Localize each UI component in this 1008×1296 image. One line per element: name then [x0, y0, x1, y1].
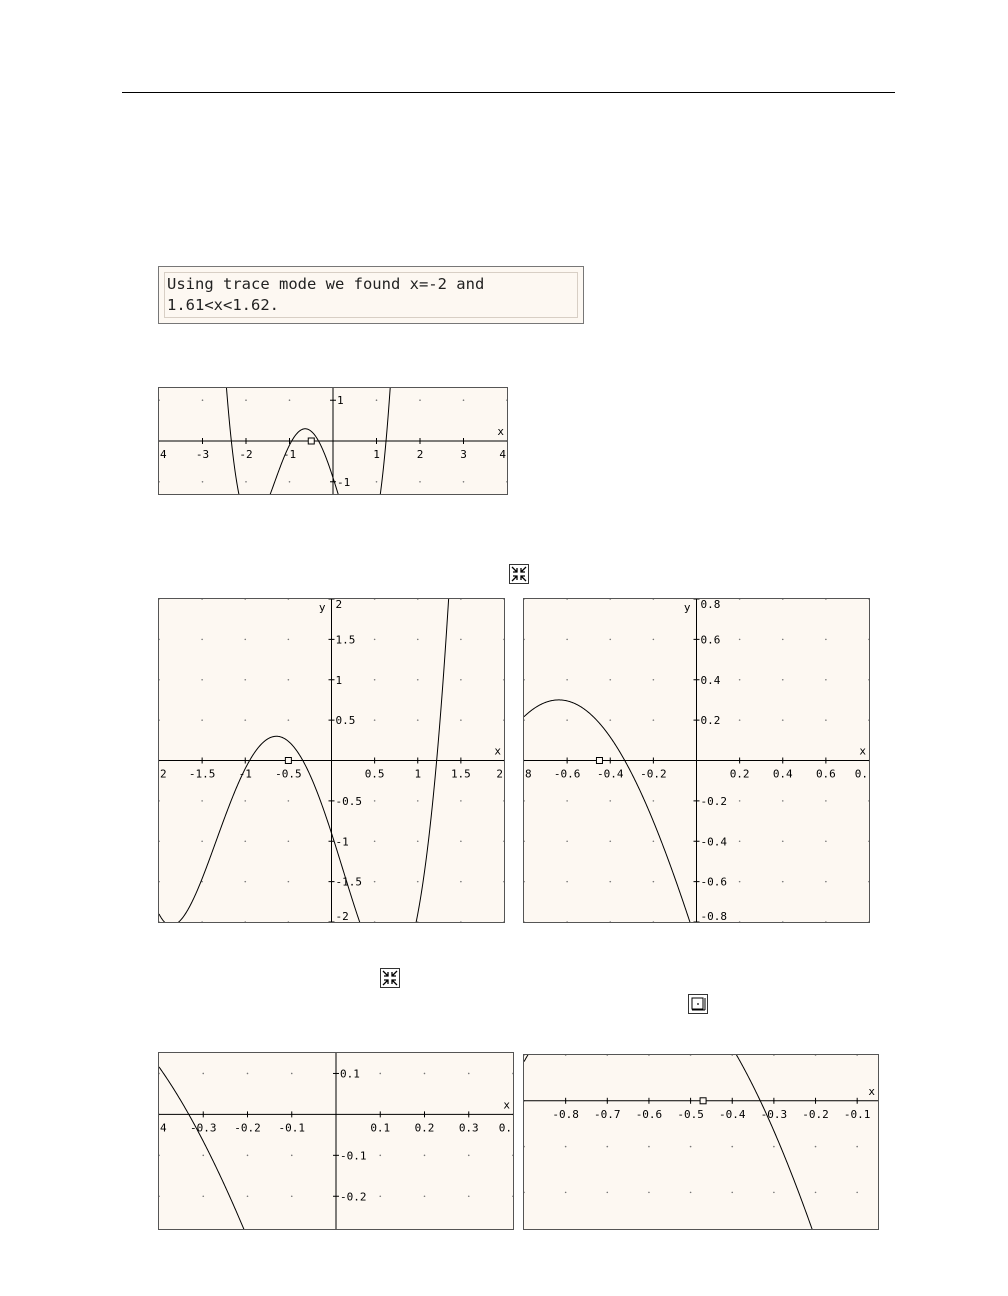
grid-dot: [566, 639, 568, 641]
grid-dot: [606, 1055, 608, 1056]
x-tick-label: -0.5: [677, 1107, 704, 1121]
grid-dot: [503, 881, 504, 883]
grid-dot: [609, 599, 611, 600]
y-tick-label: -0.1: [340, 1149, 367, 1163]
grid-dot: [690, 1055, 692, 1056]
grid-dot: [417, 599, 419, 600]
grid-dot: [159, 599, 160, 600]
grid-dot: [653, 679, 655, 681]
x-edge-label-left: 2: [160, 767, 167, 781]
grid-dot: [202, 1155, 204, 1157]
grid-dot: [506, 399, 507, 401]
grid-dot: [201, 599, 203, 600]
grid-dot: [609, 719, 611, 721]
y-tick-label: -0.2: [700, 794, 727, 808]
grid-dot: [825, 679, 827, 681]
grid-dot: [565, 1192, 567, 1194]
grid-dot: [856, 1055, 858, 1056]
grid-dot: [376, 399, 378, 401]
grid-dot: [288, 921, 290, 922]
grid-dot: [739, 679, 741, 681]
grid-dot: [524, 679, 525, 681]
grid-dot: [374, 599, 376, 600]
grid-dot: [815, 1146, 817, 1148]
x-tick-label: 0.4: [772, 767, 793, 781]
grid-dot: [244, 639, 246, 641]
grid-dot: [782, 639, 784, 641]
x-tick-label: -0.1: [278, 1121, 305, 1135]
grid-dot: [201, 639, 203, 641]
chart-svg: [159, 1053, 513, 1229]
grid-dot: [868, 800, 869, 802]
grid-dot: [825, 840, 827, 842]
grid-dot: [376, 481, 378, 483]
grid-dot: [609, 921, 611, 922]
grid-dot: [782, 719, 784, 721]
x-axis-label: x: [503, 1098, 510, 1112]
grid-dot: [460, 599, 462, 600]
grid-dot: [566, 719, 568, 721]
plot-zoom-04: [158, 1052, 514, 1230]
grid-dot: [566, 881, 568, 883]
x-tick-label: -1: [282, 448, 297, 461]
grid-dot: [424, 1073, 426, 1075]
grid-dot: [288, 599, 290, 600]
grid-dot: [288, 800, 290, 802]
grid-dot: [773, 1146, 775, 1148]
x-tick-label: -2: [239, 448, 253, 461]
grid-dot: [244, 599, 246, 600]
grid-dot: [419, 399, 421, 401]
x-tick-label: -0.2: [802, 1107, 829, 1121]
grid-dot: [159, 800, 160, 802]
zoom-in-icon[interactable]: [380, 968, 400, 988]
grid-dot: [566, 840, 568, 842]
grid-dot: [503, 800, 504, 802]
grid-dot: [201, 719, 203, 721]
y-tick-label: -0.2: [340, 1190, 367, 1204]
x-tick-label: 0.3: [458, 1121, 479, 1135]
grid-dot: [247, 1073, 249, 1075]
grid-dot: [856, 1192, 858, 1194]
y-tick-label: 0.8: [700, 599, 721, 611]
trace-note-text: Using trace mode we found x=-2 and 1.61<x<1.62.: [167, 275, 485, 314]
y-tick-label: 0.5: [335, 714, 356, 728]
grid-dot: [460, 881, 462, 883]
grid-dot: [374, 719, 376, 721]
grid-dot: [648, 1146, 650, 1148]
grid-dot: [512, 1073, 513, 1075]
y-tick-label: -0.6: [700, 875, 727, 889]
chart-svg: [524, 1055, 878, 1229]
grid-dot: [159, 840, 160, 842]
grid-dot: [247, 1195, 249, 1197]
grid-dot: [653, 921, 655, 922]
y-tick-label: -1: [335, 835, 349, 849]
trace-cursor[interactable]: [308, 438, 314, 444]
x-edge-label-right: 0.: [854, 767, 868, 781]
grid-dot: [417, 921, 419, 922]
plot-zoom-near-root: [523, 1054, 879, 1230]
grid-dot: [201, 800, 203, 802]
grid-dot: [460, 800, 462, 802]
grid-dot: [739, 639, 741, 641]
y-tick-label: 1: [337, 394, 344, 408]
grid-dot: [825, 881, 827, 883]
x-tick-label: -0.2: [234, 1121, 261, 1135]
grid-dot: [868, 679, 869, 681]
grid-dot: [159, 719, 160, 721]
grid-dot: [868, 599, 869, 600]
grid-dot: [609, 639, 611, 641]
grid-dot: [825, 921, 827, 922]
grid-dot: [773, 1192, 775, 1194]
y-tick-label: 0.6: [700, 633, 721, 647]
grid-dot: [524, 1055, 525, 1056]
grid-dot: [512, 1155, 513, 1157]
x-tick-label: -0.6: [635, 1107, 663, 1121]
grid-dot: [739, 800, 741, 802]
grid-dot: [609, 840, 611, 842]
x-tick-label: 3: [460, 448, 467, 461]
x-tick-label: -1.5: [188, 767, 216, 781]
grid-dot: [524, 1192, 525, 1194]
x-tick-label: -1: [238, 767, 252, 781]
grid-dot: [460, 639, 462, 641]
grid-dot: [503, 921, 504, 922]
trace-cursor[interactable]: [700, 1098, 706, 1104]
x-tick-label: -0.1: [843, 1107, 871, 1121]
grid-dot: [159, 921, 160, 922]
grid-dot: [503, 679, 504, 681]
x-tick-label: -0.2: [640, 767, 667, 781]
grid-dot: [417, 639, 419, 641]
grid-dot: [159, 639, 160, 641]
grid-dot: [773, 1055, 775, 1056]
grid-dot: [244, 840, 246, 842]
grid-dot: [606, 1192, 608, 1194]
grid-dot: [524, 1146, 525, 1148]
grid-dot: [288, 719, 290, 721]
grid-dot: [202, 1073, 204, 1075]
chart-svg: [159, 388, 507, 494]
grid-dot: [506, 481, 507, 483]
x-tick-label: -0.6: [553, 767, 581, 781]
grid-dot: [782, 881, 784, 883]
function-curve: [159, 1067, 255, 1229]
grid-dot: [288, 639, 290, 641]
grid-dot: [374, 840, 376, 842]
grid-dot: [653, 800, 655, 802]
x-edge-label-right: 4: [499, 448, 506, 461]
zoom-box-icon[interactable]: [688, 994, 708, 1014]
grid-dot: [739, 599, 741, 600]
grid-dot: [379, 1073, 381, 1075]
y-tick-label: 1: [335, 673, 343, 687]
x-tick-label: 2: [416, 448, 424, 461]
chart-svg: [524, 599, 869, 922]
y-tick-label: 0.2: [700, 714, 721, 728]
grid-dot: [653, 881, 655, 883]
grid-dot: [524, 599, 525, 600]
x-edge-label-right: 2: [496, 767, 503, 781]
y-tick-label: -0.5: [335, 794, 362, 808]
y-tick-label: 2: [335, 599, 343, 611]
grid-dot: [201, 921, 203, 922]
grid-dot: [782, 679, 784, 681]
grid-dot: [868, 719, 869, 721]
grid-dot: [374, 639, 376, 641]
trace-cursor[interactable]: [596, 758, 602, 764]
grid-dot: [417, 840, 419, 842]
x-tick-label: -0.5: [275, 767, 302, 781]
grid-dot: [202, 1195, 204, 1197]
x-tick-label: -0.8: [552, 1107, 579, 1121]
grid-dot: [653, 599, 655, 600]
x-edge-label-left: 8: [525, 767, 532, 781]
grid-dot: [648, 1192, 650, 1194]
grid-dot: [512, 1195, 513, 1197]
grid-dot: [460, 679, 462, 681]
grid-dot: [468, 1155, 470, 1157]
grid-dot: [460, 840, 462, 842]
grid-dot: [782, 840, 784, 842]
grid-dot: [424, 1155, 426, 1157]
grid-dot: [417, 800, 419, 802]
grid-dot: [417, 719, 419, 721]
grid-dot: [524, 921, 525, 922]
x-tick-label: 1: [373, 448, 380, 461]
zoom-in-icon[interactable]: [509, 564, 529, 584]
grid-dot: [463, 399, 465, 401]
grid-dot: [202, 399, 204, 401]
grid-dot: [782, 800, 784, 802]
zoom-box-icon-glyph: [689, 995, 707, 1013]
grid-dot: [379, 1155, 381, 1157]
zoom-in-icon-glyph: [510, 565, 528, 583]
grid-dot: [201, 679, 203, 681]
grid-dot: [159, 679, 160, 681]
x-tick-label: -0.4: [597, 767, 624, 781]
grid-dot: [202, 481, 204, 483]
grid-dot: [739, 881, 741, 883]
grid-dot: [244, 921, 246, 922]
grid-dot: [782, 921, 784, 922]
grid-dot: [524, 639, 525, 641]
grid-dot: [288, 840, 290, 842]
grid-dot: [868, 921, 869, 922]
grid-dot: [374, 921, 376, 922]
grid-dot: [815, 1192, 817, 1194]
grid-dot: [417, 881, 419, 883]
grid-dot: [524, 881, 525, 883]
grid-dot: [606, 1146, 608, 1148]
grid-dot: [374, 881, 376, 883]
x-tick-label: -0.3: [760, 1107, 788, 1121]
x-tick-label: 1.5: [450, 767, 471, 781]
grid-dot: [782, 599, 784, 600]
grid-dot: [159, 881, 160, 883]
grid-dot: [825, 639, 827, 641]
grid-dot: [291, 1155, 293, 1157]
grid-dot: [856, 1146, 858, 1148]
grid-dot: [244, 679, 246, 681]
grid-dot: [609, 800, 611, 802]
x-axis-label: x: [868, 1084, 875, 1098]
y-tick-label: 0.4: [700, 673, 721, 687]
zoom-in-icon-glyph: [381, 969, 399, 987]
grid-dot: [468, 1073, 470, 1075]
grid-dot: [609, 679, 611, 681]
x-edge-label-left: 4: [160, 1121, 167, 1135]
grid-dot: [289, 481, 291, 483]
trace-note-box: [158, 266, 584, 324]
x-tick-label: 0.5: [364, 767, 385, 781]
grid-dot: [419, 481, 421, 483]
grid-dot: [566, 679, 568, 681]
grid-dot: [379, 1195, 381, 1197]
grid-dot: [825, 719, 827, 721]
y-tick-label: -2: [335, 910, 349, 922]
grid-dot: [159, 1195, 160, 1197]
plot-zoom-08: [523, 598, 870, 923]
grid-dot: [524, 800, 525, 802]
x-axis-label: x: [494, 744, 501, 758]
grid-dot: [244, 881, 246, 883]
grid-dot: [159, 1073, 160, 1075]
grid-dot: [565, 1055, 567, 1056]
grid-dot: [374, 800, 376, 802]
y-tick-label: -1.5: [335, 875, 362, 889]
header-rule: [122, 92, 895, 93]
grid-dot: [609, 881, 611, 883]
grid-dot: [739, 921, 741, 922]
y-axis-label: y: [318, 601, 326, 614]
grid-dot: [503, 719, 504, 721]
x-tick-label: 1: [414, 767, 422, 781]
x-tick-label: 0.2: [729, 767, 750, 781]
grid-dot: [468, 1195, 470, 1197]
grid-dot: [159, 1155, 160, 1157]
grid-dot: [648, 1055, 650, 1056]
grid-dot: [825, 800, 827, 802]
plot-overview: [158, 387, 508, 495]
grid-dot: [245, 399, 247, 401]
grid-dot: [159, 481, 160, 483]
x-tick-label: -0.4: [718, 1107, 746, 1121]
x-tick-label: 0.6: [815, 767, 836, 781]
grid-dot: [825, 599, 827, 600]
grid-dot: [653, 719, 655, 721]
y-tick-label: 0.1: [340, 1067, 360, 1081]
x-tick-label: 0.2: [414, 1121, 435, 1135]
y-tick-label: -1: [337, 475, 351, 489]
x-edge-label-left: 4: [160, 448, 167, 461]
grid-dot: [731, 1192, 733, 1194]
grid-dot: [503, 599, 504, 600]
grid-dot: [653, 639, 655, 641]
grid-dot: [460, 921, 462, 922]
grid-dot: [524, 719, 525, 721]
grid-dot: [868, 840, 869, 842]
x-axis-label: x: [497, 425, 504, 438]
grid-dot: [201, 840, 203, 842]
x-tick-label: -0.7: [594, 1107, 621, 1121]
grid-dot: [503, 840, 504, 842]
grid-dot: [291, 1195, 293, 1197]
grid-dot: [566, 599, 568, 600]
x-tick-label: -3: [195, 448, 210, 461]
grid-dot: [731, 1055, 733, 1056]
grid-dot: [460, 719, 462, 721]
y-axis-label: y: [683, 601, 691, 614]
grid-dot: [291, 1073, 293, 1075]
x-axis-label: x: [859, 744, 866, 758]
grid-dot: [503, 639, 504, 641]
x-edge-label-right: 0.: [498, 1121, 512, 1135]
grid-dot: [159, 399, 160, 401]
grid-dot: [289, 399, 291, 401]
grid-dot: [463, 481, 465, 483]
grid-dot: [566, 800, 568, 802]
grid-dot: [690, 1146, 692, 1148]
grid-dot: [815, 1055, 817, 1056]
trace-cursor[interactable]: [285, 758, 291, 764]
y-tick-label: -0.8: [700, 910, 727, 922]
grid-dot: [653, 840, 655, 842]
grid-dot: [731, 1146, 733, 1148]
grid-dot: [524, 840, 525, 842]
x-tick-label: 0.1: [370, 1121, 391, 1135]
grid-dot: [288, 679, 290, 681]
grid-dot: [244, 800, 246, 802]
grid-dot: [244, 719, 246, 721]
grid-dot: [690, 1192, 692, 1194]
grid-dot: [566, 921, 568, 922]
grid-dot: [739, 840, 741, 842]
grid-dot: [868, 881, 869, 883]
function-curve: [524, 700, 705, 922]
grid-dot: [288, 881, 290, 883]
chart-svg: [159, 599, 504, 922]
grid-dot: [868, 639, 869, 641]
grid-dot: [424, 1195, 426, 1197]
grid-dot: [565, 1146, 567, 1148]
grid-dot: [417, 679, 419, 681]
x-tick-label: -0.3: [190, 1121, 217, 1135]
plot-zoom-2: [158, 598, 505, 923]
grid-dot: [739, 719, 741, 721]
function-curve: [524, 1055, 821, 1229]
y-tick-label: 1.5: [335, 633, 356, 647]
grid-dot: [245, 481, 247, 483]
grid-dot: [247, 1155, 249, 1157]
grid-dot: [374, 679, 376, 681]
y-tick-label: -0.4: [700, 835, 727, 849]
